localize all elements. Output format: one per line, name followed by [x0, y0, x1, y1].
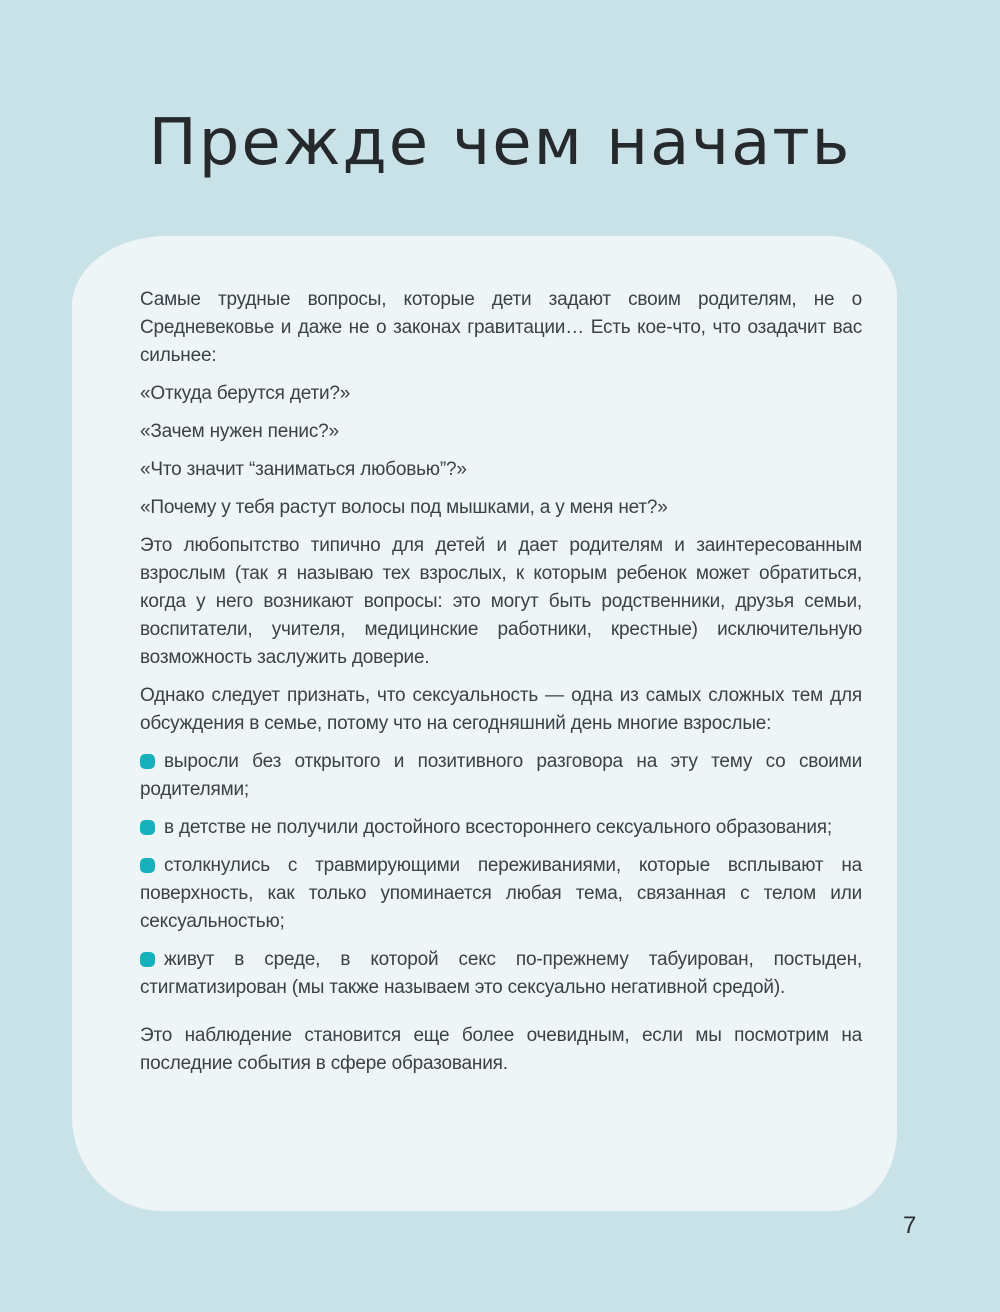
bullet-item-2: [140, 814, 862, 842]
question-line-2: «Зачем нужен пенис?»: [140, 421, 339, 442]
text-block: [140, 286, 862, 1078]
content-panel: [72, 236, 897, 1211]
bullet-item-3: [140, 852, 862, 936]
bullet-square-icon: [140, 754, 155, 769]
questions-list: [140, 380, 862, 522]
bullet-text-3: столкнулись с травмирующими переживаниями, которые всплывают на поверхность, как только упоминается любая тема, связанная с телом или сексуальностью;: [140, 855, 862, 932]
page-number: 7: [903, 1212, 917, 1239]
page-title: Прежде чем начать: [148, 106, 852, 180]
curiosity-paragraph: Это любопытство типично для детей и дает родителям и заинтересованным взрослым (так я называю тех взрослых, к которым ребенок может обратиться, когда у него возникают вопросы: это могут быть родственники, друзья семьи, воспитатели, учителя, медицинские работники, крестные) исключительную возможность заслужить доверие.: [140, 535, 862, 668]
bullet-square-icon: [140, 858, 155, 873]
bullet-square-icon: [140, 820, 155, 835]
bullet-square-icon: [140, 952, 155, 967]
bullet-item-4: [140, 946, 862, 1002]
however-paragraph: Однако следует признать, что сексуальность — одна из самых сложных тем для обсуждения в семье, потому что на сегодняшний день многие взрослые:: [140, 685, 862, 734]
closing-paragraph: Это наблюдение становится еще более очевидным, если мы посмотрим на последние события в сфере образования.: [140, 1025, 862, 1074]
question-line-3: «Что значит “заниматься любовью”?»: [140, 459, 467, 480]
bullet-item-1: [140, 748, 862, 804]
bullet-text-4: живут в среде, в которой секс по-прежнему табуирован, постыден, стигматизирован (мы также называем это сексуально негативной средой).: [140, 949, 862, 998]
bullet-text-2: в детстве не получили достойного всестороннего сексуального образования;: [164, 817, 832, 838]
intro-paragraph: Самые трудные вопросы, которые дети задают своим родителям, не о Средневековье и даже не о законах гравитации… Есть кое-что, что озадачит вас сильнее:: [140, 289, 862, 366]
question-line-4: «Почему у тебя растут волосы под мышками, а у меня нет?»: [140, 497, 668, 518]
bullet-text-1: выросли без открытого и позитивного разговора на эту тему со своими родителями;: [140, 751, 862, 800]
question-line-1: «Откуда берутся дети?»: [140, 383, 351, 404]
bullet-list: [140, 748, 862, 1002]
